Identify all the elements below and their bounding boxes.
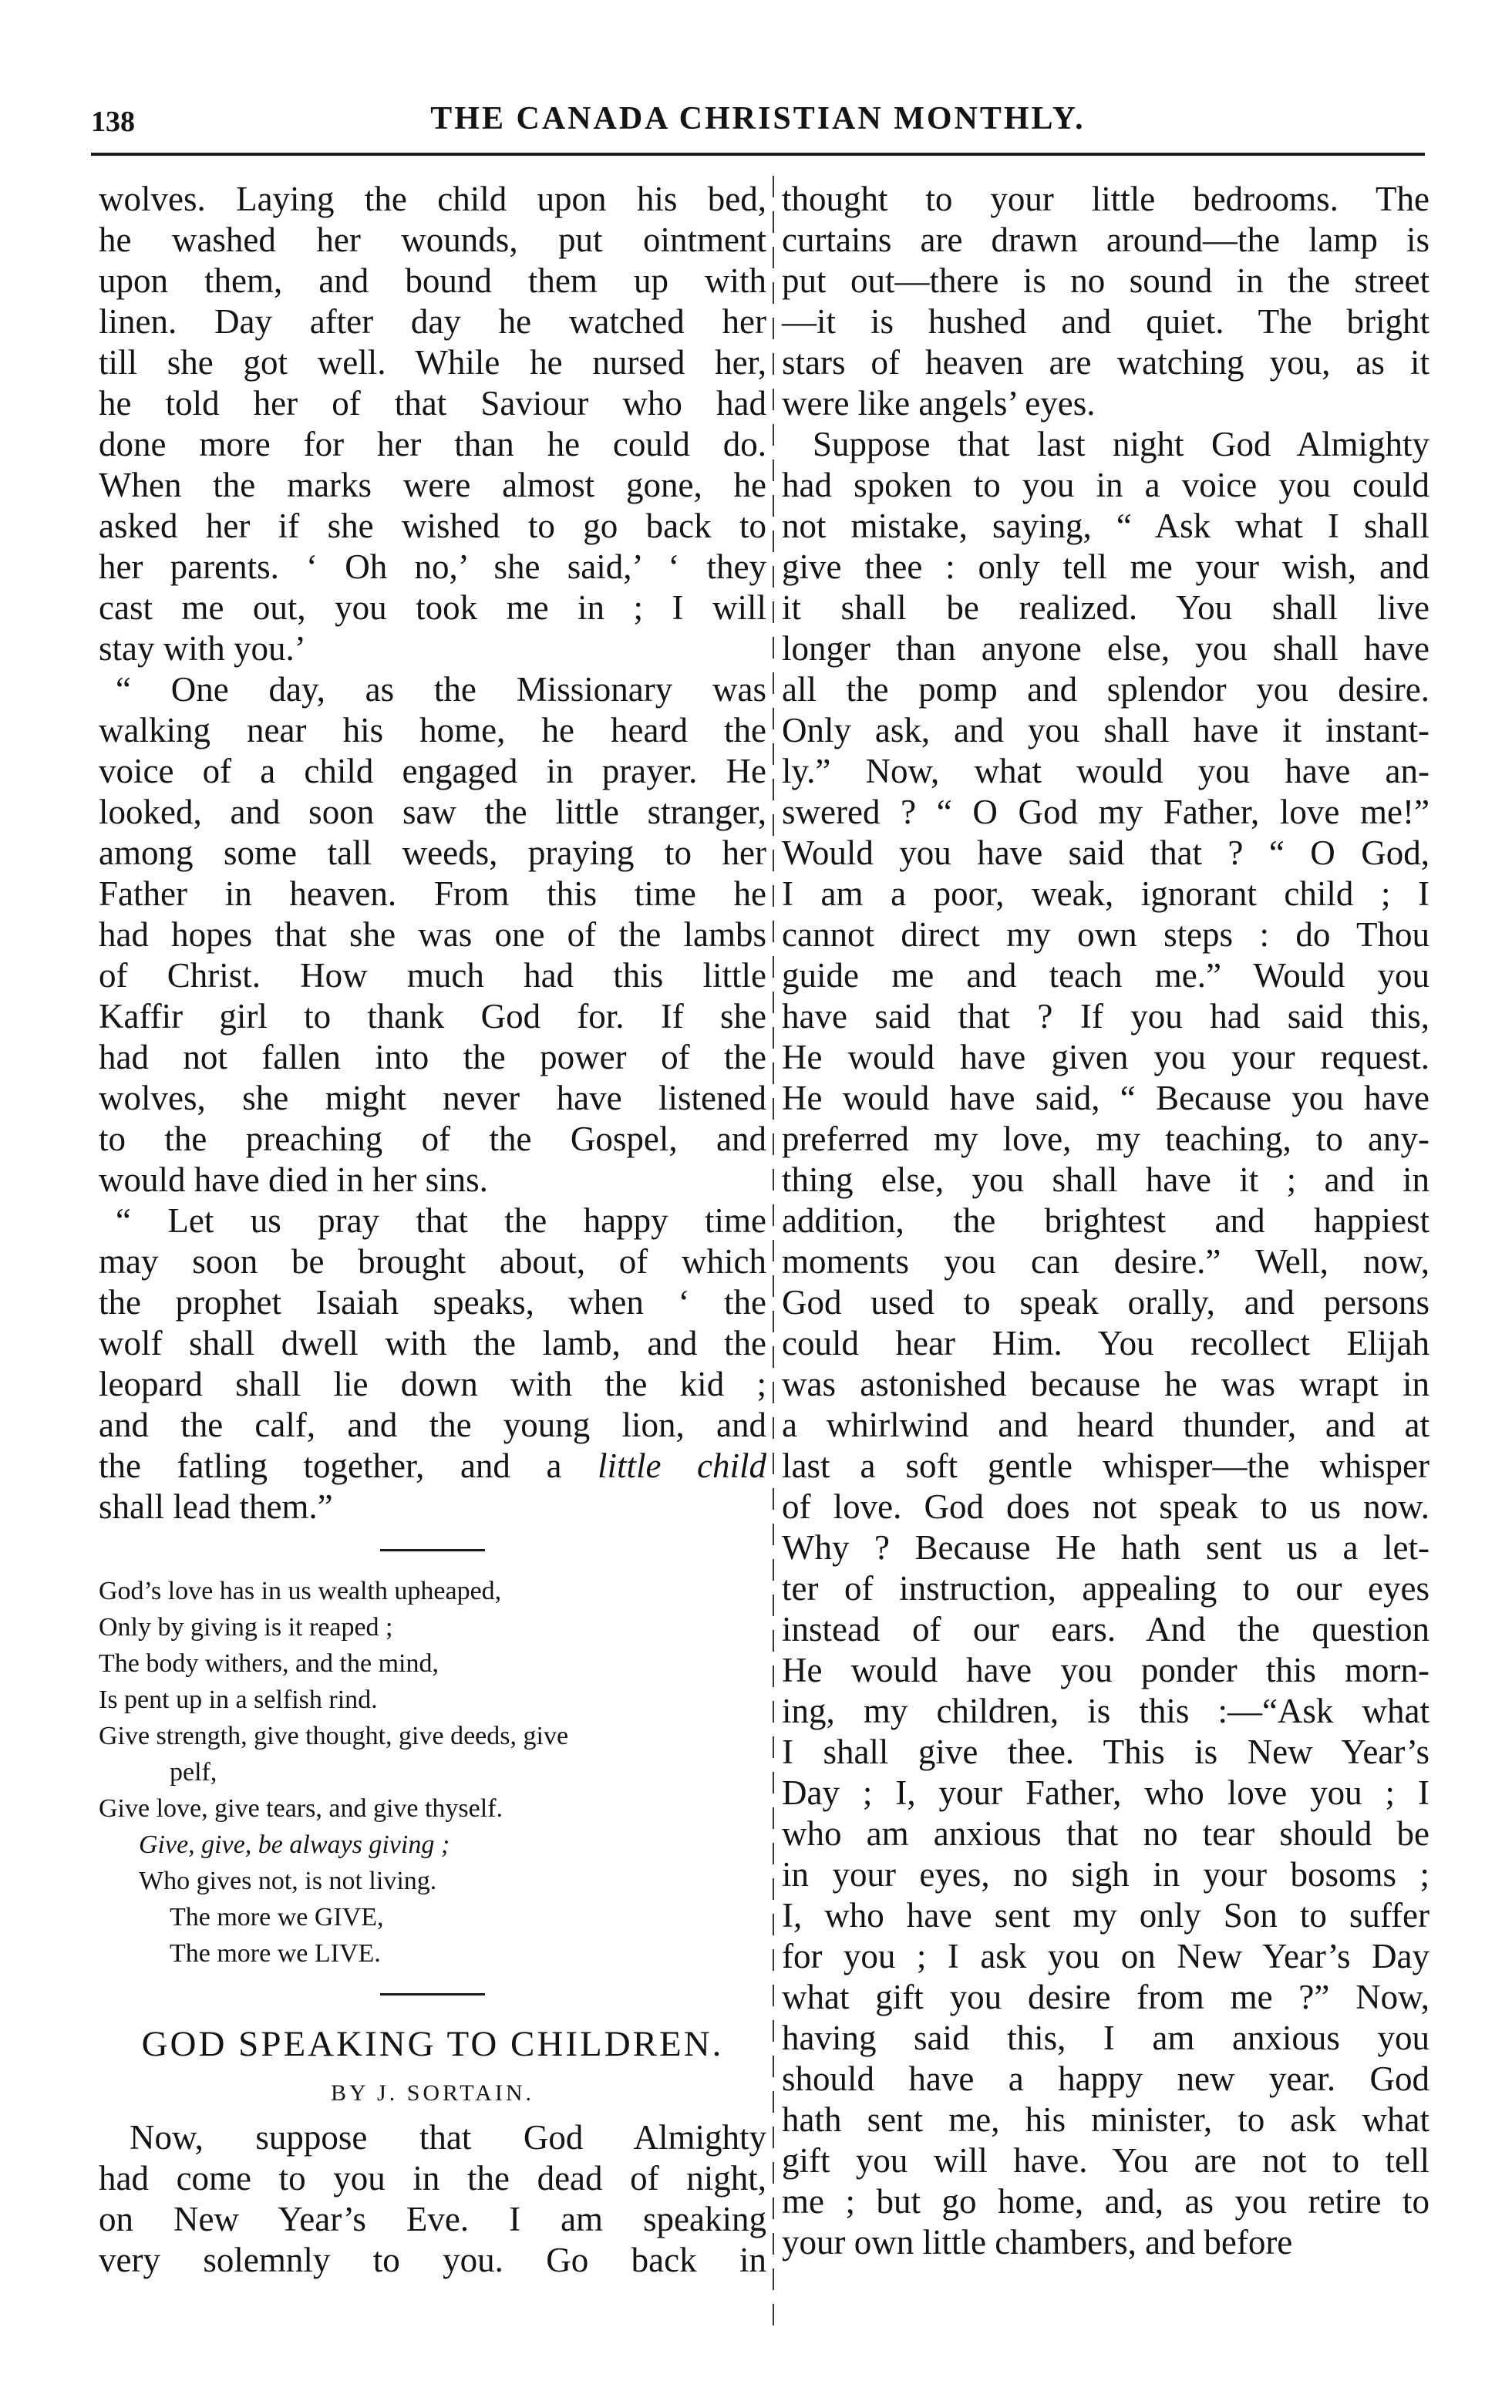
article-byline: BY J. SORTAIN. [330,2080,535,2106]
poem-line: Give love, give tears, and give thyself. [99,1794,503,1823]
text-line: have said that ? If you had said this, [782,997,1429,1036]
text-line: on New Year’s Eve. I am speaking [99,2200,766,2238]
text-line: not mistake, saying, “ Ask what I shall [782,507,1429,545]
text-line: voice of a child engaged in prayer. He [99,752,766,790]
text-line: He would have you ponder this morn- [782,1651,1429,1689]
poem-line: Give, give, be always giving ; [139,1830,450,1859]
text-line: last a soft gentle whisper—the whisper [782,1446,1429,1485]
text-line: had come to you in the dead of night, [99,2159,766,2198]
poem-line: Give strength, give thought, give deeds, give [99,1722,569,1750]
text-line: of love. God does not speak to us now. [782,1487,1429,1526]
text-line: Would you have said that ? “ O God, [782,834,1429,872]
text-line: ly.” Now, what would you have an- [782,752,1429,790]
text-line: having said this, I am anxious you [782,2019,1429,2057]
text-line: Now, suppose that God Almighty [130,2118,766,2157]
text-line: moments you can desire.” Well, now, [782,1242,1429,1281]
text-line: he told her of that Saviour who had [99,384,766,423]
text-line: put out—there is no sound in the street [782,261,1429,300]
text-line: He would have said, “ Because you have [782,1079,1429,1117]
text-line: could hear Him. You recollect Elijah [782,1324,1429,1362]
text-line: “ One day, as the Missionary was [116,670,766,709]
text-line: of Christ. How much had this little [99,956,766,995]
poem [99,1573,766,1972]
text-line: Day ; I, your Father, who love you ; I [782,1773,1429,1812]
text-line: stay with you.’ [99,629,306,668]
text-line: looked, and soon saw the little stranger, [99,793,766,831]
poem-line: The body withers, and the mind, [99,1649,439,1678]
text-line: to the preaching of the Gospel, and [99,1120,766,1158]
text-line: gift you will have. You are not to tell [782,2141,1429,2180]
text-line: hath sent me, his minister, to ask what [782,2100,1429,2139]
text-line: me ; but go home, and, as you retire to [782,2182,1429,2221]
header-rule [91,153,1425,156]
left-text-block [99,179,766,1446]
section-divider-rule [380,1993,485,1995]
text-line: stars of heaven are watching you, as it [782,343,1429,382]
text-line: “ Let us pray that the happy time [116,1201,766,1240]
text-line: a whirlwind and heard thunder, and at [782,1406,1429,1444]
text-line: all the pomp and splendor you desire. [782,670,1429,709]
text-line: till she got well. While he nursed her, [99,343,766,382]
text-line: walking near his home, he heard the [99,711,766,749]
text-line: wolf shall dwell with the lamb, and the [99,1324,766,1362]
text-line: were like angels’ eyes. [782,384,1096,423]
text-line: for you ; I ask you on New Year’s Day [782,1937,1429,1975]
text-line: God used to speak orally, and persons [782,1283,1429,1322]
text-line: —it is hushed and quiet. The bright [782,302,1429,341]
text-line: wolves, she might never have listened [99,1079,766,1117]
text-line: longer than anyone else, you shall have [782,629,1429,668]
text-line: among some tall weeds, praying to her [99,834,766,872]
left-column [99,179,766,2281]
text-line: should have a happy new year. God [782,2059,1429,2098]
text-line: your own little chambers, and before [782,2223,1293,2261]
text-line: had hopes that she was one of the lambs [99,915,766,954]
text-line: in your eyes, no sigh in your bosoms ; [782,1855,1429,1894]
text-line: Kaffir girl to thank God for. If she [99,997,766,1036]
text-line: instead of our ears. And the question [782,1610,1429,1649]
fatling-text: the fatling together, and a [99,1446,598,1485]
text-line: would have died in her sins. [99,1160,488,1199]
text-line: curtains are drawn around—the lamp is [782,221,1429,259]
poem-line: The more we LIVE. [170,1939,381,1968]
text-line: cast me out, you took me in ; I will [99,588,766,627]
article-text-block [99,2117,766,2281]
text-line: and the calf, and the young lion, and [99,1406,766,1444]
poem-line: God’s love has in us wealth upheaped, [99,1577,502,1605]
poem-line: The more we GIVE, [170,1903,384,1931]
poem-line: Who gives not, is not living. [139,1867,437,1895]
journal-title: THE CANADA CHRISTIAN MONTHLY. [430,101,1086,136]
text-line: give thee : only tell me your wish, and [782,547,1429,586]
text-line: was astonished because he was wrapt in [782,1365,1429,1403]
text-line-fatling [99,1446,766,1487]
text-line: wolves. Laying the child upon his bed, [99,180,766,218]
text-line-closing: shall lead them.” [99,1487,333,1526]
text-line: swered ? “ O God my Father, love me!” [782,793,1429,831]
poem-line: Only by giving is it reaped ; [99,1613,393,1642]
little-child-italic: little child [597,1446,766,1485]
text-line: he washed her wounds, put ointment [99,221,766,259]
text-line: When the marks were almost gone, he [99,466,766,504]
text-line: may soon be brought about, of which [99,1242,766,1281]
page-number: 138 [91,106,135,138]
article-title: GOD SPEAKING TO CHILDREN. [141,2024,724,2064]
text-line: Why ? Because He hath sent us a let- [782,1528,1429,1567]
text-line: Suppose that last night God Almighty [813,425,1429,463]
text-line: He would have given you your request. [782,1038,1429,1076]
text-line: her parents. ‘ Oh no,’ she said,’ ‘ they [99,547,766,586]
text-line: I am a poor, weak, ignorant child ; I [782,874,1429,913]
text-line: thought to your little bedrooms. The [782,180,1429,218]
text-line: upon them, and bound them up with [99,261,766,300]
right-column [782,179,1429,2263]
text-line: ter of instruction, appealing to our eyes [782,1569,1429,1608]
text-line: who am anxious that no tear should be [782,1814,1429,1853]
text-line: guide me and teach me.” Would you [782,956,1429,995]
text-line: the prophet Isaiah speaks, when ‘ the [99,1283,766,1322]
text-line: thing else, you shall have it ; and in [782,1160,1429,1199]
text-line: addition, the brightest and happiest [782,1201,1429,1240]
text-line: ing, my children, is this :—“Ask what [782,1692,1429,1730]
text-line: I shall give thee. This is New Year’s [782,1733,1429,1771]
text-line: I, who have sent my only Son to suffer [782,1896,1429,1935]
text-line: very solemnly to you. Go back in [99,2241,766,2279]
text-line: preferred my love, my teaching, to any- [782,1120,1429,1158]
text-line: linen. Day after day he watched her [99,302,766,341]
section-divider-rule [380,1549,485,1551]
text-line: cannot direct my own steps : do Thou [782,915,1429,954]
text-line: had not fallen into the power of the [99,1038,766,1076]
text-line: done more for her than he could do. [99,425,766,463]
column-divider [773,176,774,2327]
text-line: Father in heaven. From this time he [99,874,766,913]
text-line: it shall be realized. You shall live [782,588,1429,627]
right-text-block [782,179,1429,2263]
text-line: had spoken to you in a voice you could [782,466,1429,504]
poem-line: pelf, [170,1758,217,1787]
text-line: Only ask, and you shall have it instant- [782,711,1429,749]
text-line: what gift you desire from me ?” Now, [782,1978,1429,2016]
poem-line: Is pent up in a selfish rind. [99,1686,378,1714]
running-head [91,91,1425,153]
text-line: leopard shall lie down with the kid ; [99,1365,766,1403]
text-line: asked her if she wished to go back to [99,507,766,545]
